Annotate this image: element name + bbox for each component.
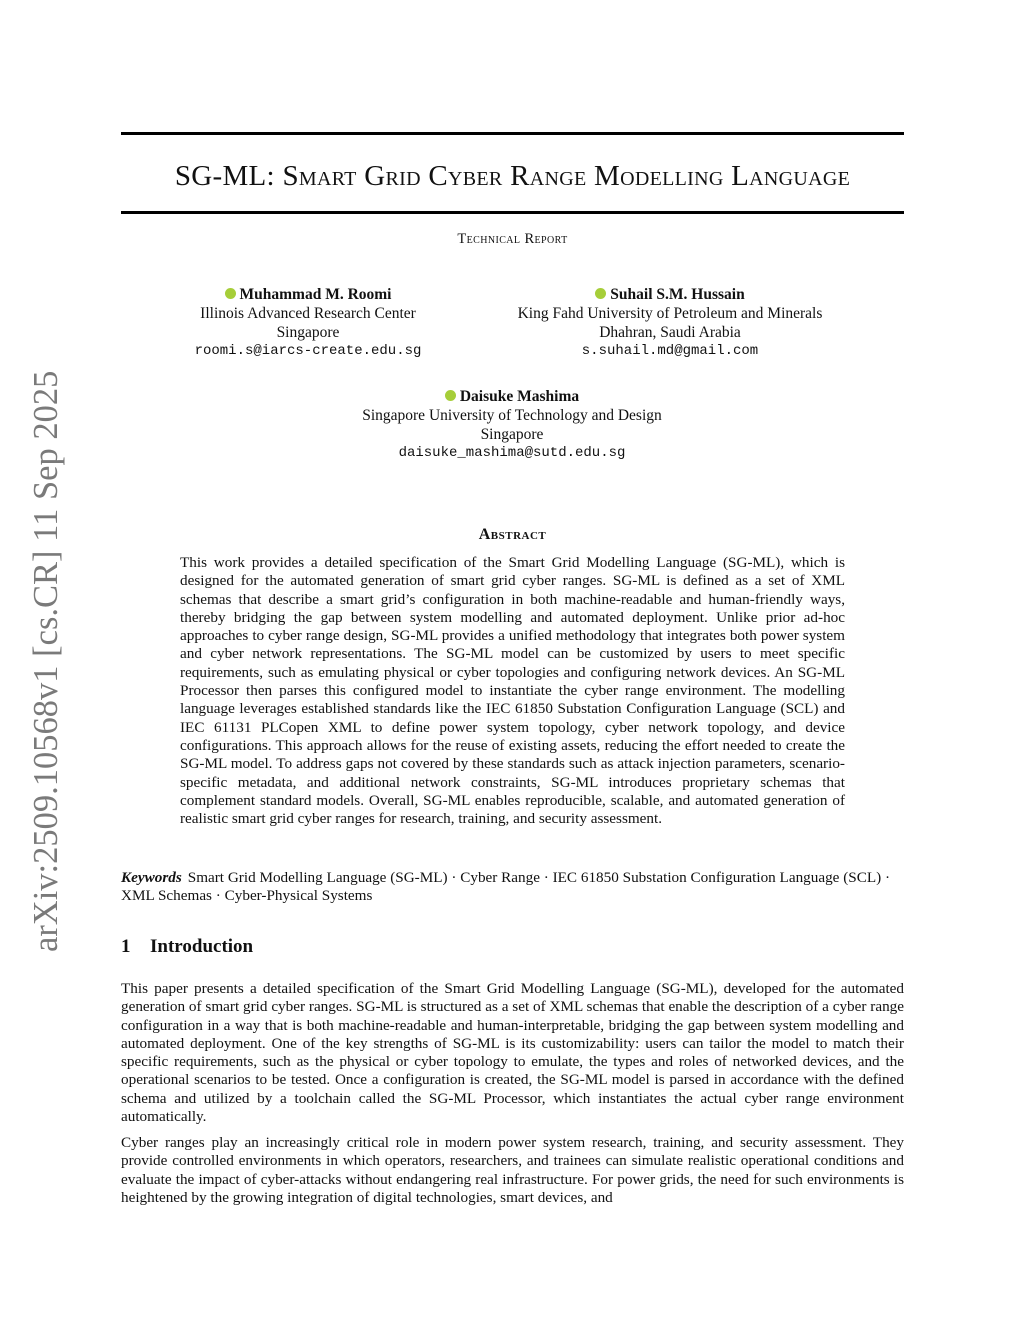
section-title: Introduction bbox=[150, 936, 254, 957]
author-name: Daisuke Mashima bbox=[459, 388, 580, 405]
body-paragraph: Cyber ranges play an increasingly critical role in modern power system research, training, and security assessment. They provide controlled environments in which operators, researchers, and trainees can simulate realistic operational conditions and evaluate the impact of cyber-attacks without endangering real infrastructure. For power grids, the need for such environments is heightened by the growing integration of digital technologies, smart devices, and bbox=[121, 1134, 904, 1206]
author-location: Dhahran, Saudi Arabia bbox=[599, 324, 741, 341]
report-type: Technical Report bbox=[457, 231, 568, 247]
orcid-icon[interactable] bbox=[225, 288, 236, 299]
author-email[interactable]: s.suhail.md@gmail.com bbox=[581, 343, 759, 359]
author-email[interactable]: daisuke_mashima@sutd.edu.sg bbox=[398, 445, 626, 461]
abstract-heading: Abstract bbox=[478, 526, 547, 543]
author-name: Suhail S.M. Hussain bbox=[610, 286, 745, 303]
orcid-icon[interactable] bbox=[595, 288, 606, 299]
author-block bbox=[160, 285, 456, 361]
author-affiliation: Singapore University of Technology and Design bbox=[362, 407, 662, 424]
orcid-icon[interactable] bbox=[445, 390, 456, 401]
title-top-rule bbox=[121, 132, 904, 135]
paper-title: SG-ML: Smart Grid Cyber Range Modelling Language bbox=[174, 160, 851, 192]
title-bottom-rule bbox=[121, 211, 904, 214]
author-affiliation: King Fahd University of Petroleum and Minerals bbox=[517, 305, 823, 322]
author-location: Singapore bbox=[276, 324, 340, 341]
keywords bbox=[121, 869, 904, 906]
keywords-label: Keywords bbox=[121, 869, 182, 886]
author-email[interactable]: roomi.s@iarcs-create.edu.sg bbox=[194, 343, 422, 359]
author-block bbox=[322, 387, 702, 463]
author-block bbox=[490, 285, 850, 361]
author-name: Muhammad M. Roomi bbox=[239, 286, 392, 303]
body-paragraph: This paper presents a detailed specification of the Smart Grid Modelling Language (SG-ML), developed for the automated generation of smart grid cyber ranges. SG-ML is structured as a set of XML schemas that enable the description of a cyber range configuration in a way that is both machine-readable and human-interpretable, bridging the gap between system modelling and automated deployment. One of the key strengths of SG-ML is its customizability: users can tailor the model to match their specific requirements, such as the physical or cyber topology to emulate, the types and roles of networked devices, and the operational scenarios to be tested. Once a configuration is created, the SG-ML model is parsed in accordance with the defined schema and utilized by a toolchain called the SG-ML Processor, which instantiates the actual cyber range environment automatically. bbox=[121, 980, 904, 1126]
keywords-text: Smart Grid Modelling Language (SG-ML) · Cyber Range · IEC 61850 Substation Configuration Language (SCL) · XML Schemas · Cyber-Physical Systems bbox=[121, 869, 891, 905]
section-heading bbox=[121, 934, 904, 960]
section-number: 1 bbox=[121, 936, 131, 957]
arxiv-identifier-stamp: arXiv:2509.10568v1 [cs.CR] 11 Sep 2025 bbox=[27, 370, 65, 952]
abstract-text: This work provides a detailed specification of the Smart Grid Modelling Language (SG-ML), which is designed for the automated generation of smart grid cyber ranges. SG-ML is defined as a set of XML schemas that describe a smart grid’s configuration in both machine-readable and human-friendly ways, thereby bridging the gap between system modelling and automated deployment. Unlike prior ad-hoc approaches to cyber range design, SG-ML provides a unified methodology that integrates both power system and cyber network representations. The SG-ML model can be customized by users to meet specific requirements, such as emulating physical or cyber topologies and configuring network devices. An SG-ML Processor then parses this configured model to instantiate the cyber range environment. The modelling language leverages established standards like the IEC 61850 Substation Configuration Language (SCL) and IEC 61131 PLCopen XML to define power system topology, cyber network topology, and device configurations. This approach allows for the reuse of existing assets, reducing the effort needed to create the SG-ML model. To address gaps not covered by these standards such as attack injection parameters, scenario-specific metadata, and additional network constraints, SG-ML introduces proprietary schemas that complement standard models. Overall, SG-ML enables reproducible, scalable, and automated generation of realistic smart grid cyber ranges for research, training, and security assessment. bbox=[180, 554, 845, 828]
author-affiliation: Illinois Advanced Research Center bbox=[200, 305, 416, 322]
author-location: Singapore bbox=[480, 426, 544, 443]
